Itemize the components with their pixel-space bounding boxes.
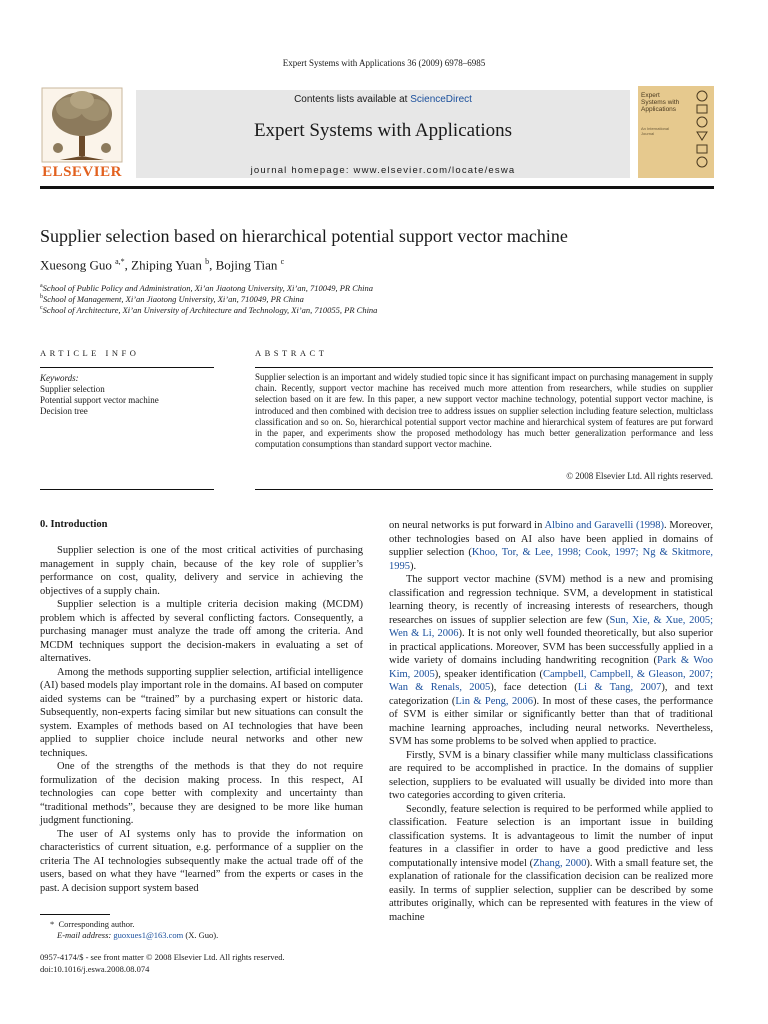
paragraph: Supplier selection is a multiple criteria decision making (MCDM) problem which is affected by several conflicting factors. Consequently, a purchasing manager must analyze the trade off among the criteria. And MCDM techniques support the decision-makers in evaluating a set of alternatives.: [40, 599, 363, 664]
cover-subtitle: An International Journal: [641, 126, 670, 136]
header-rule: [40, 186, 714, 189]
author-name: Xuesong Guo: [40, 257, 112, 273]
affiliation-mark: b: [40, 294, 43, 301]
text-run: ), and text categorization (: [389, 682, 713, 707]
journal-cover: [638, 86, 714, 178]
journal-title: Expert Systems with Applications: [253, 120, 513, 141]
affiliation-mark: c: [40, 305, 43, 312]
paragraph: [389, 573, 713, 749]
email-link[interactable]: guoxues1@163.com: [113, 930, 184, 940]
paragraph: [389, 803, 713, 925]
text-run: ). With a small feature set, the explanation of rationale for the classification decision can be realized more easily. In terms of supplier selection, supplier can be described by some attributes originally, which can be represented with features in the view of machine: [389, 857, 713, 923]
email-label: E-mail address:: [57, 930, 114, 940]
keyword: Supplier selection: [40, 384, 105, 394]
citation-link[interactable]: Li & Tang, 2007: [577, 682, 662, 693]
imprint: [40, 952, 285, 975]
text-run: ), face detection (: [490, 682, 578, 693]
imprint-line: 0957-4174/$ - see front matter © 2008 Elsevier Ltd. All rights reserved.: [40, 952, 285, 962]
paper-title: Supplier selection based on hierarchical potential support vector machine: [40, 226, 568, 246]
paragraph: Among the methods supporting supplier selection, artificial intelligence (AI) based models play important role in the domains. AI based on computer aided systems can be “trained” by a purchasing expert or historic data. Subsequently, non-experts facing similar but new situations can consult the system. Examples of methods based on AI technologies that have been applied to supplier choice include neural networks and other new techniques.: [40, 666, 363, 759]
section-heading: 0. Introduction: [40, 519, 108, 530]
citation-link[interactable]: Lin & Peng, 2006: [455, 695, 533, 707]
citation-link[interactable]: Khoo, Tor, & Lee, 1998; Cook, 1997; Ng & Skitmore, 1995: [389, 547, 713, 572]
paragraph: Supplier selection is one of the most critical activities of purchasing management in supply chain, because of the key role of supplier’s performance on cost, quality, delivery and service in achieving the objectives of a supply chain.: [40, 545, 363, 597]
text-run: ).: [410, 560, 417, 572]
abstract-rule: [255, 367, 713, 368]
footnote: [40, 919, 218, 941]
citation-link[interactable]: Park & Woo Kim, 2005: [389, 655, 714, 680]
text-run: The support vector machine (SVM) method is a new and promising classification and regression technique. SVM, a development in statistical learning theory, is recently of increasing interests of researchers, though researches on issues of supplier selection are few (: [389, 574, 713, 626]
journal-homepage[interactable]: journal homepage: www.elsevier.com/locate/eswa: [250, 165, 516, 176]
paragraph: Firstly, SVM is a binary classifier while many multiclass classifications are required to be accomplished in practice. In the domains of supplier selection, suppliers to be evaluated will usually be divided into more than two categories according to given criteria.: [389, 749, 713, 801]
citation-link[interactable]: Zhang, 2000: [533, 857, 587, 869]
paragraph: One of the strengths of the methods is that they do not require formulization of the decision making process. In this respect, AI technologies can cope better with complexity and uncertainty than “traditional methods”, because they are designed to be more like human judgment functioning.: [40, 761, 363, 826]
keywords-label: Keywords:: [40, 373, 79, 383]
contents-line: [136, 94, 630, 105]
text-run: Secondly, feature selection is required to be performed while applied to classification. Feature selection is an important issue in building classification systems. It is advantageous to limit the number of input features in a classifier in order to have a good predictive and less computationally intensive model (: [389, 803, 713, 869]
author-affil-mark[interactable]: c: [280, 257, 285, 266]
text-run: ). It is not only well founded theoretically, but also superior in practical applications. Moreover, SVM has been successfully applied in a wide variety of domains including handwriting recognition (: [389, 628, 713, 666]
text-run: ). In most of these cases, the performance of SVM is either similar or significantly better than that of traditional machine learning approaches, including neural networks. Nevertheless, SVM has some problems to be solved when applied to practice.: [389, 695, 714, 747]
publisher-name: ELSEVIER: [42, 164, 122, 180]
email-suffix: (X. Guo).: [183, 930, 219, 940]
author-affil-mark[interactable]: a,*: [115, 257, 125, 266]
keyword: Potential support vector machine: [40, 395, 159, 405]
author-list: Xuesong Guo $^{a,*}$, Zhiping Yuan $^b$, Bojing Tian $^c$: [40, 257, 285, 273]
body-column-right: [389, 519, 713, 924]
author-name: Zhiping Yuan: [131, 257, 202, 273]
doi-line[interactable]: doi:10.1016/j.eswa.2008.08.074: [40, 963, 150, 974]
running-head: Expert Systems with Applications 36 (2009) 6978–6985: [282, 58, 486, 68]
footnote-rule: [40, 914, 110, 915]
text-run: ), speaker identification (: [434, 668, 543, 680]
affiliation-mark: a: [40, 283, 43, 290]
contents-prefix: Contents lists available at: [294, 94, 411, 105]
footnote-email-line: [40, 930, 218, 941]
affiliation-text: School of Public Policy and Administration, Xi’an Jiaotong University, Xi’an, 710049, PR China: [42, 283, 374, 293]
keyword: Decision tree: [40, 406, 88, 416]
abstract-copyright: © 2008 Elsevier Ltd. All rights reserved.: [566, 471, 713, 481]
abstract-text: Supplier selection is an important and widely studied topic since it has significant impact on purchasing management in supply chain. Recently, support vector machine has received much more attention from researchers, while studies on supplier selection based on it are few. In this paper, a new support vector machine technology, potential support vector machine, is introduced and then combined with decision tree to address issues on supplier selection including feature selection, multiclass classification and so on. So, hierarchical potential support vector machine and hierarchical system of features are put forward in the paper, and experiments show the proposed methodology has much better generalization performance and less computation consumptions than standard support vector machine.: [255, 372, 713, 450]
article-info-heading: ARTICLE INFO: [40, 348, 140, 358]
paragraph: The user of AI systems only has to provide the information on characteristics of current situation, e.g. performance of a supplier on the criteria The AI technologies subsequently make the actual trade off of the users, based on what they have “learned” from the experts or cases in the past. A decision support system based: [40, 828, 363, 894]
footnote-line: [40, 919, 218, 930]
sciencedirect-link[interactable]: ScienceDirect: [410, 94, 472, 105]
article-info-rule-bottom: [40, 489, 214, 490]
affiliation: [40, 294, 304, 304]
citation-link[interactable]: Sun, Xie, & Xue, 2005; Wen & Li, 2006: [389, 614, 713, 639]
footnote-mark: *: [50, 919, 55, 929]
cover-title: Expert Systems with Applications: [641, 92, 680, 113]
author-affil-mark[interactable]: b: [205, 257, 210, 266]
abstract-heading: ABSTRACT: [255, 348, 328, 358]
text-run: on neural networks is put forward in: [389, 520, 545, 531]
body-column-left: [40, 544, 363, 895]
affiliation: [40, 305, 377, 315]
footnote-label: Corresponding author.: [58, 919, 135, 929]
keywords-block: [40, 373, 159, 417]
affiliation-text: School of Management, Xi’an Jiaotong University, Xi’an, 710049, PR China: [43, 294, 304, 304]
cover-icons: [694, 90, 710, 179]
citation-link[interactable]: Campbell, Campbell, & Gleason, 2007; Wan & Renals, 2005: [389, 668, 713, 693]
citation-link[interactable]: Albino and Garavelli (1998): [544, 520, 665, 531]
paragraph: [389, 519, 713, 573]
text-run: . Moreover, other technologies based on AI also have been applied in domains of supplier selection (: [389, 520, 713, 558]
author-name: Bojing Tian: [215, 257, 278, 273]
affiliation-text: School of Architecture, Xi’an University of Architecture and Technology, Xi’an, 710055, PR China: [42, 305, 378, 315]
affiliation: [40, 283, 373, 293]
abstract-rule-bottom: [255, 489, 713, 490]
article-info-rule: [40, 367, 214, 368]
